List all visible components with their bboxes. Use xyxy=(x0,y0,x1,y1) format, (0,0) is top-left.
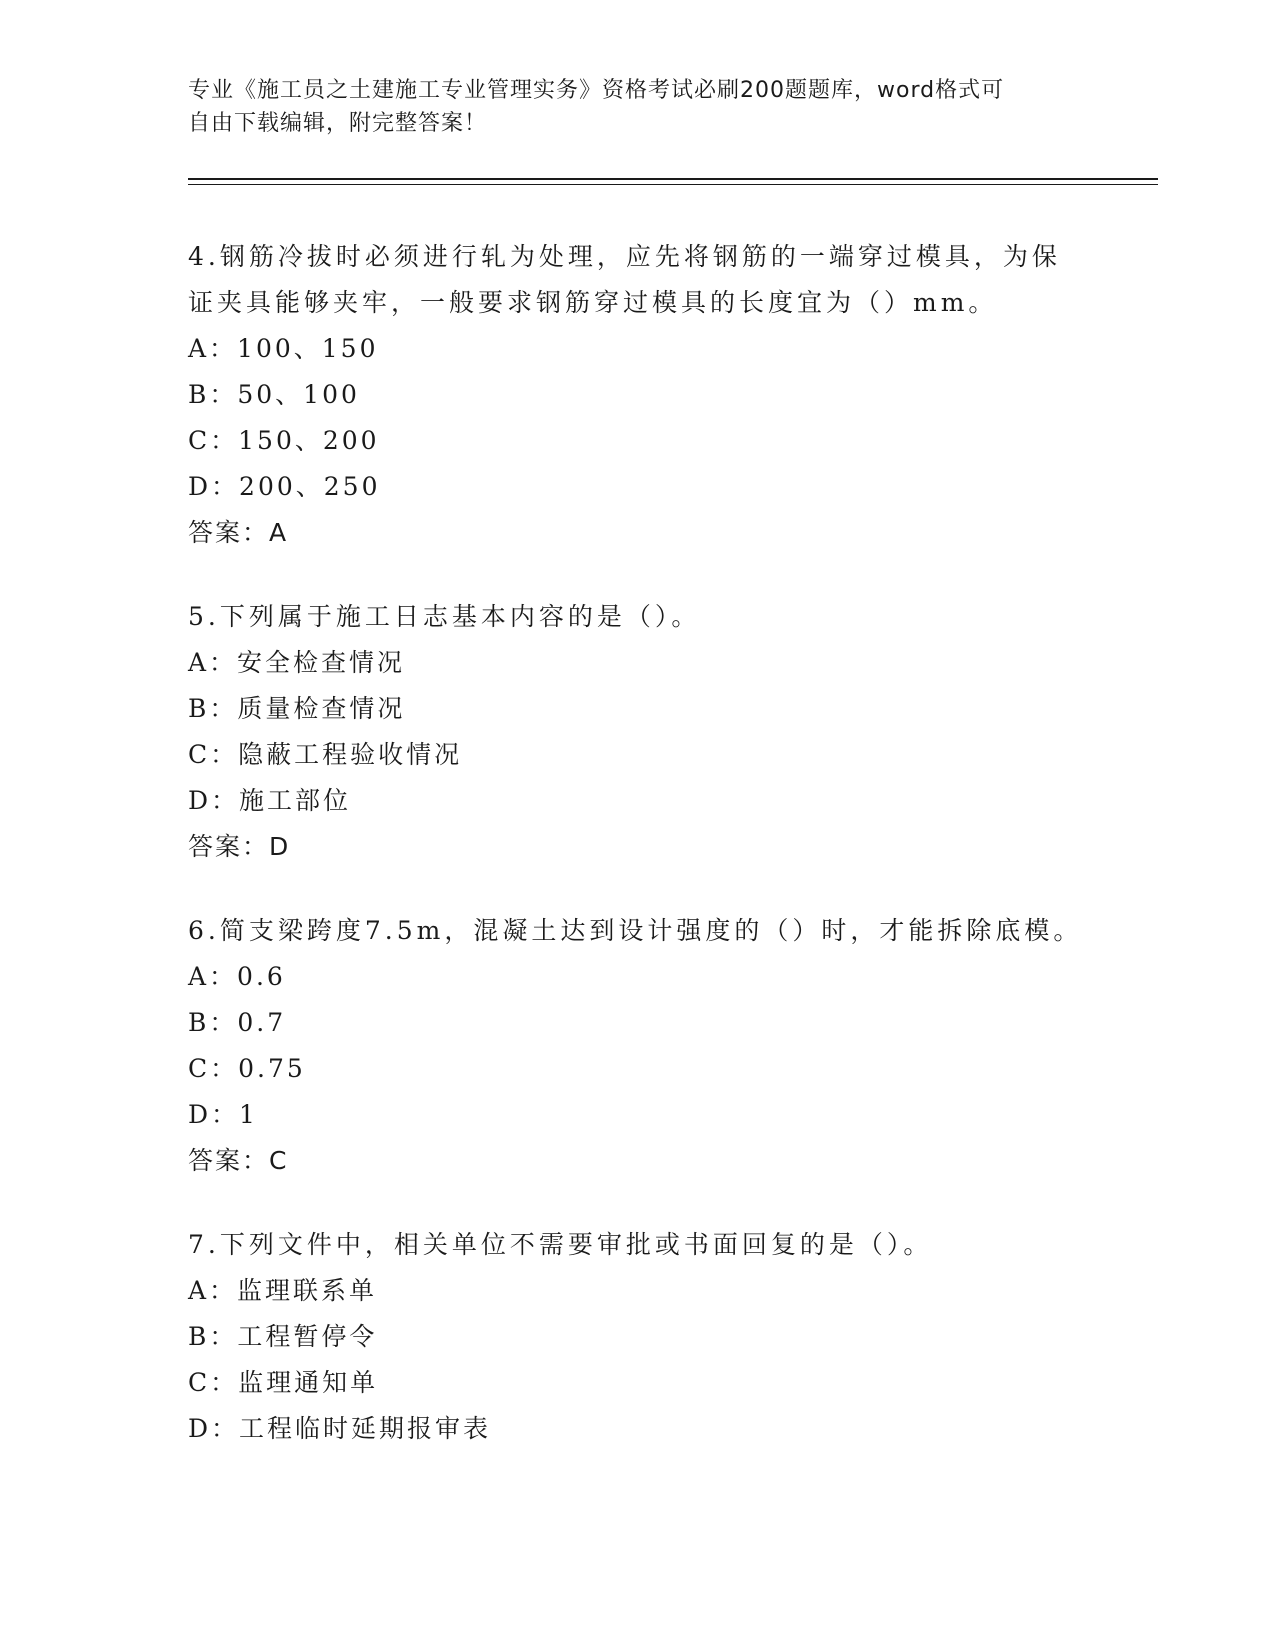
question-stem-line-2: 证夹具能够夹牢，一般要求钢筋穿过模具的长度宜为（）mm。 xyxy=(188,288,998,317)
question-7 xyxy=(188,1222,1088,1452)
option-b: B：0.7 xyxy=(188,1008,287,1037)
header-divider-thick xyxy=(188,178,1158,180)
question-stem: 6.简支梁跨度7.5m，混凝土达到设计强度的（）时，才能拆除底模。 xyxy=(188,916,1083,945)
option-d: D：施工部位 xyxy=(188,786,352,815)
option-b: B：50、100 xyxy=(188,380,360,409)
question-stem-line-1: 4.钢筋冷拔时必须进行轧为处理，应先将钢筋的一端穿过模具，为保 xyxy=(188,242,1061,271)
option-c: C：0.75 xyxy=(188,1054,306,1083)
question-stem: 5.下列属于施工日志基本内容的是（）。 xyxy=(188,602,701,631)
option-d: D：200、250 xyxy=(188,472,381,501)
answer-label: 答案：D xyxy=(188,832,291,861)
header-line-2: 自由下载编辑，附完整答案！ xyxy=(188,111,488,136)
option-a: A：监理联系单 xyxy=(188,1276,378,1305)
question-list xyxy=(188,234,1088,1490)
option-c: C：监理通知单 xyxy=(188,1368,379,1397)
header-divider-thin xyxy=(188,184,1158,185)
question-6 xyxy=(188,908,1088,1184)
option-c: C：150、200 xyxy=(188,426,380,455)
question-4 xyxy=(188,234,1088,556)
option-b: B：工程暂停令 xyxy=(188,1322,378,1351)
question-stem xyxy=(188,234,1088,326)
option-a: A：0.6 xyxy=(188,962,286,991)
question-stem: 7.下列文件中，相关单位不需要审批或书面回复的是（）。 xyxy=(188,1230,933,1259)
question-5 xyxy=(188,594,1088,870)
document-header xyxy=(188,74,1088,140)
header-line-1: 专业《施工员之土建施工专业管理实务》资格考试必刷200题题库，word格式可 xyxy=(188,78,1005,103)
option-a: A：100、150 xyxy=(188,334,379,363)
option-d: D：1 xyxy=(188,1100,258,1129)
option-a: A：安全检查情况 xyxy=(188,648,406,677)
answer-label: 答案：C xyxy=(188,1146,289,1175)
option-d: D：工程临时延期报审表 xyxy=(188,1414,492,1443)
answer-label: 答案：A xyxy=(188,518,289,547)
option-c: C：隐蔽工程验收情况 xyxy=(188,740,463,769)
option-b: B：质量检查情况 xyxy=(188,694,406,723)
